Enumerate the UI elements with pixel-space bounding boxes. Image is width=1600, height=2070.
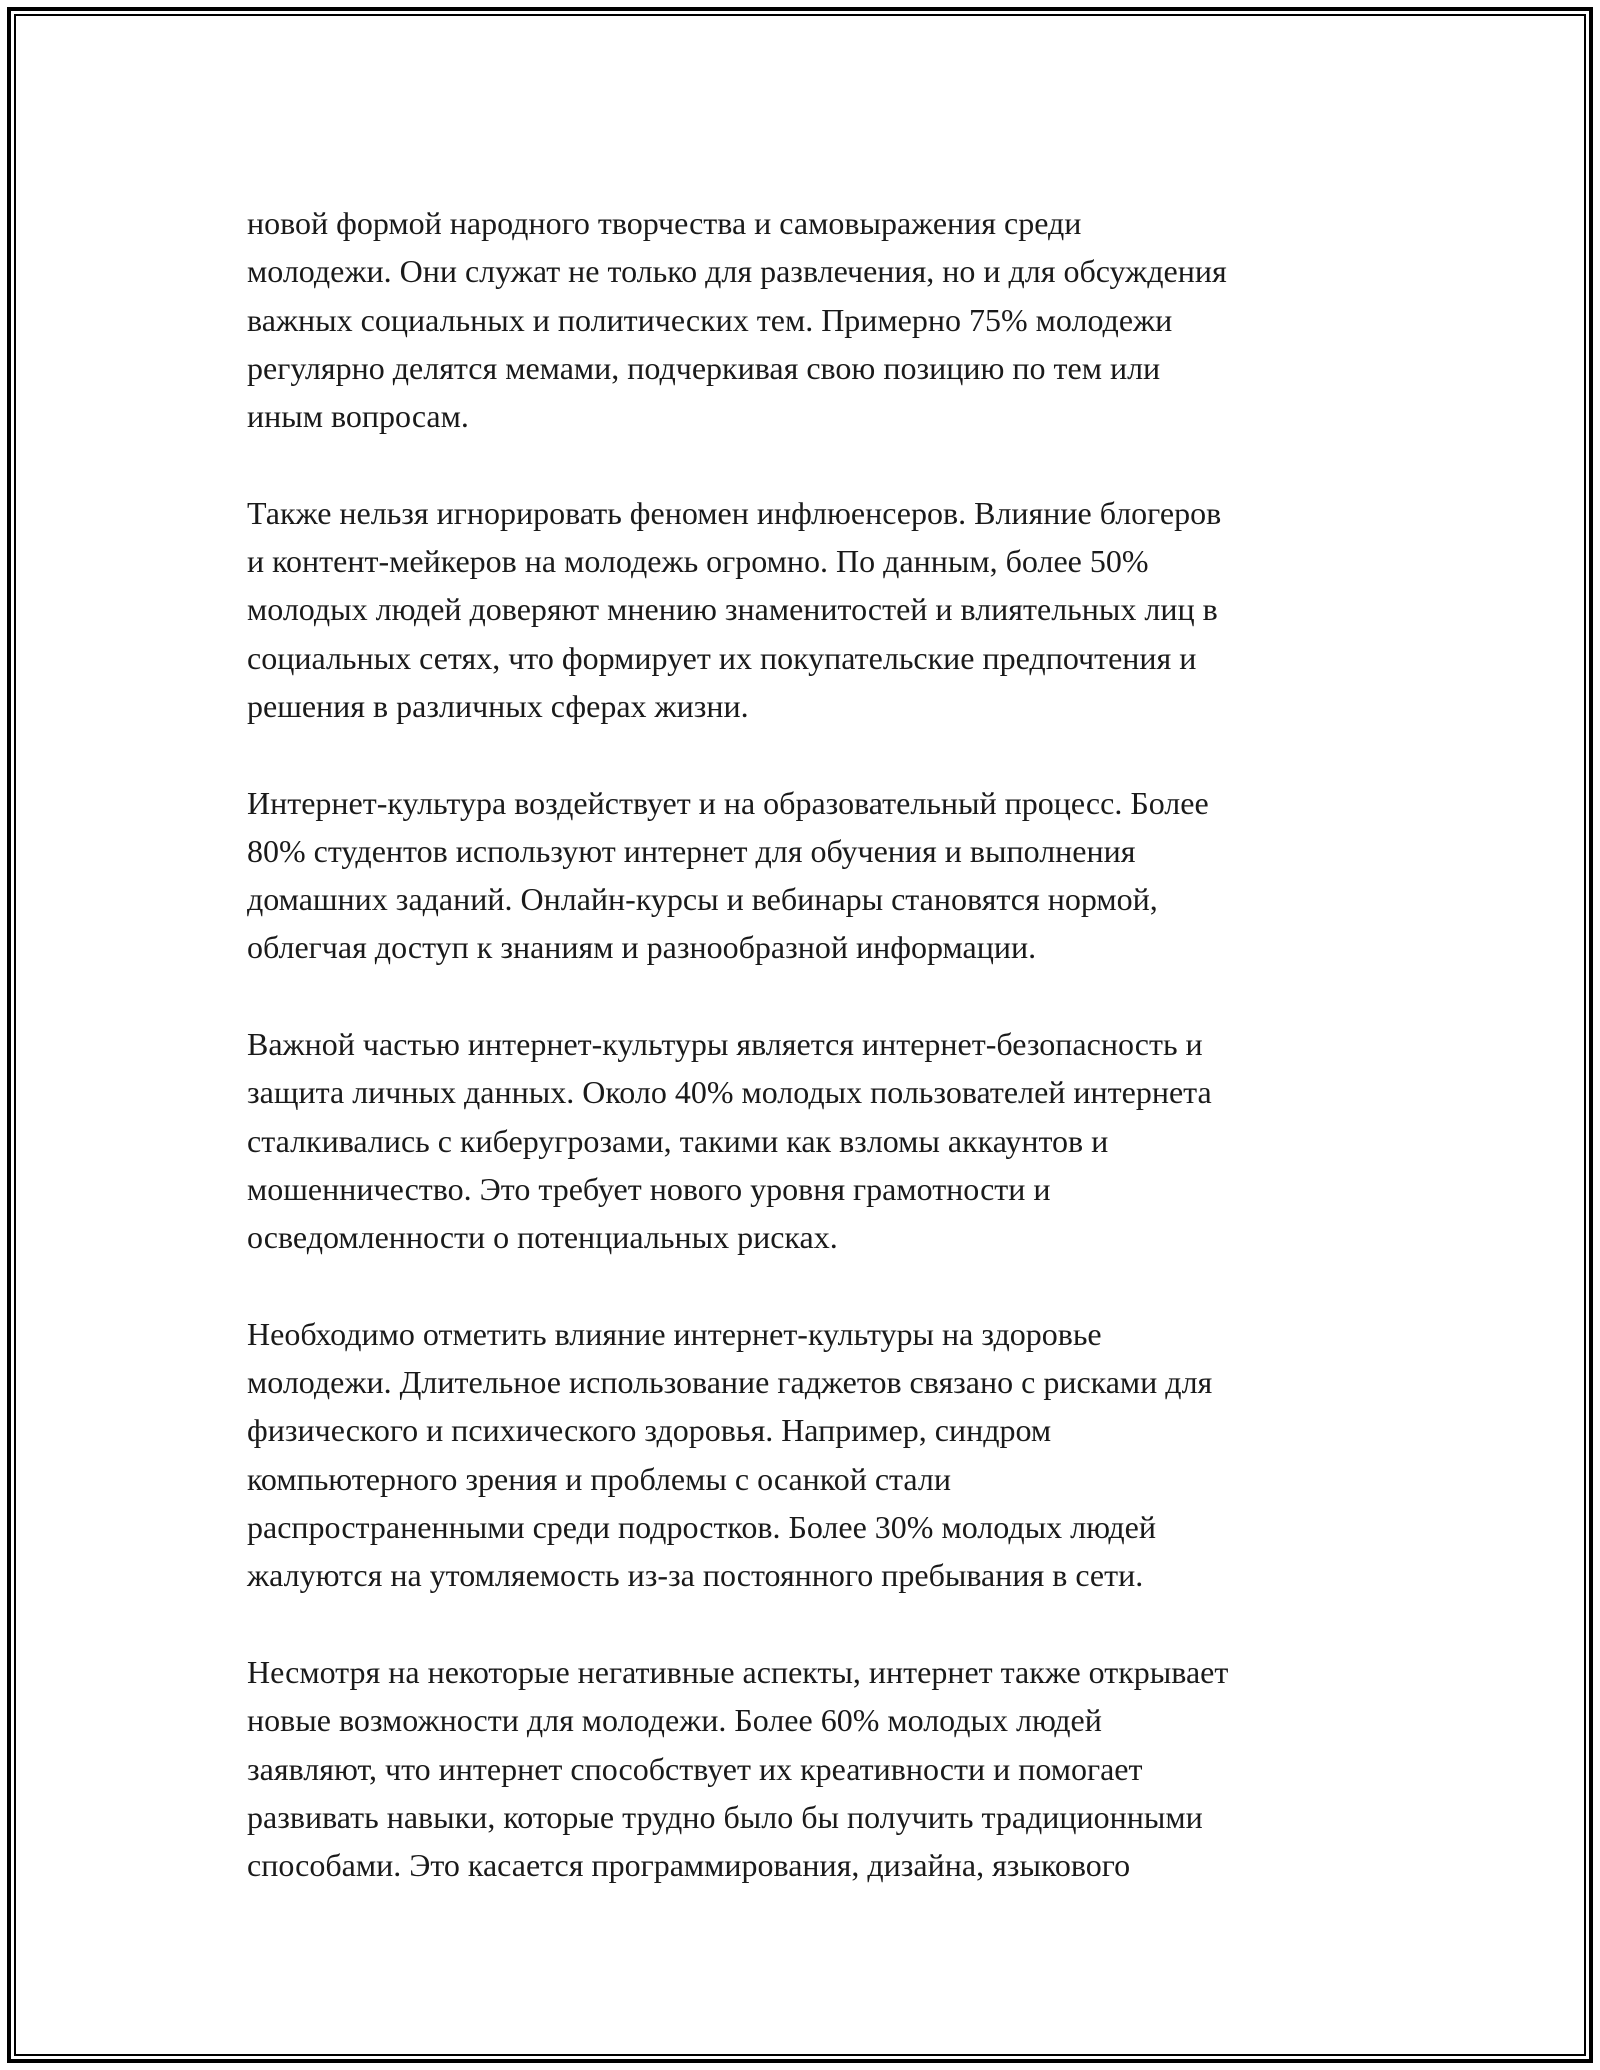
text-line: Интернет-культура воздействует и на образовательный процесс. Более xyxy=(247,784,1209,821)
text-line: осведомленности о потенциальных рисках. xyxy=(247,1219,838,1256)
paragraph-security xyxy=(247,1020,1427,1261)
text-line: Несмотря на некоторые негативные аспекты, интернет также открывает xyxy=(247,1653,1229,1690)
text-line: Также нельзя игнорировать феномен инфлюенсеров. Влияние блогеров xyxy=(247,494,1222,531)
text-line: молодежи. Длительное использование гаджетов связано с рисками для xyxy=(247,1364,1213,1401)
text-line: жалуются на утомляемость из-за постоянного пребывания в сети. xyxy=(247,1557,1144,1594)
text-line: Необходимо отметить влияние интернет-культуры на здоровье xyxy=(247,1315,1102,1352)
paragraph-influencers xyxy=(247,489,1427,730)
text-line: новой формой народного творчества и самовыражения среди xyxy=(247,205,1082,241)
text-line: заявляют, что интернет способствует их креативности и помогает xyxy=(247,1750,1143,1787)
text-line: регулярно делятся мемами, подчеркивая свою позицию по тем или xyxy=(247,349,1161,386)
text-line: молодых людей доверяют мнению знаменитостей и влиятельных лиц в xyxy=(247,591,1218,628)
text-line: важных социальных и политических тем. Примерно 75% молодежи xyxy=(247,301,1173,338)
text-line: новые возможности для молодежи. Более 60% молодых людей xyxy=(247,1702,1102,1739)
text-line: мошенничество. Это требует нового уровня грамотности и xyxy=(247,1170,1051,1207)
text-line: облегчая доступ к знаниям и разнообразной информации. xyxy=(247,929,1037,966)
text-line: развивать навыки, которые трудно было бы получить традиционными xyxy=(247,1798,1203,1835)
text-line: и контент-мейкеров на молодежь огромно. По данным, более 50% xyxy=(247,543,1149,580)
paragraph-memes xyxy=(247,199,1427,440)
text-line: защита личных данных. Около 40% молодых пользователей интернета xyxy=(247,1074,1212,1111)
text-line: способами. Это касается программирования, дизайна, языкового xyxy=(247,1847,1131,1884)
text-line: молодежи. Они служат не только для развлечения, но и для обсуждения xyxy=(247,253,1227,290)
paragraph-health xyxy=(247,1310,1427,1600)
text-line: распространенными среди подростков. Более 30% молодых людей xyxy=(247,1509,1156,1546)
paragraph-opportunities xyxy=(247,1648,1427,1889)
paragraph-education xyxy=(247,779,1427,972)
document-body xyxy=(247,199,1427,1889)
text-line: решения в различных сферах жизни. xyxy=(247,687,749,724)
text-line: сталкивались с киберугрозами, такими как взломы аккаунтов и xyxy=(247,1122,1109,1159)
text-line: 80% студентов используют интернет для обучения и выполнения xyxy=(247,832,1136,869)
text-line: социальных сетях, что формирует их покупательские предпочтения и xyxy=(247,639,1197,676)
page-frame xyxy=(7,7,1593,2063)
text-line: иным вопросам. xyxy=(247,398,469,435)
text-line: физического и психического здоровья. Например, синдром xyxy=(247,1412,1052,1449)
text-line: домашних заданий. Онлайн-курсы и вебинары становятся нормой, xyxy=(247,881,1158,918)
text-line: Важной частью интернет-культуры является интернет-безопасность и xyxy=(247,1026,1203,1063)
text-line: компьютерного зрения и проблемы с осанкой стали xyxy=(247,1460,951,1497)
